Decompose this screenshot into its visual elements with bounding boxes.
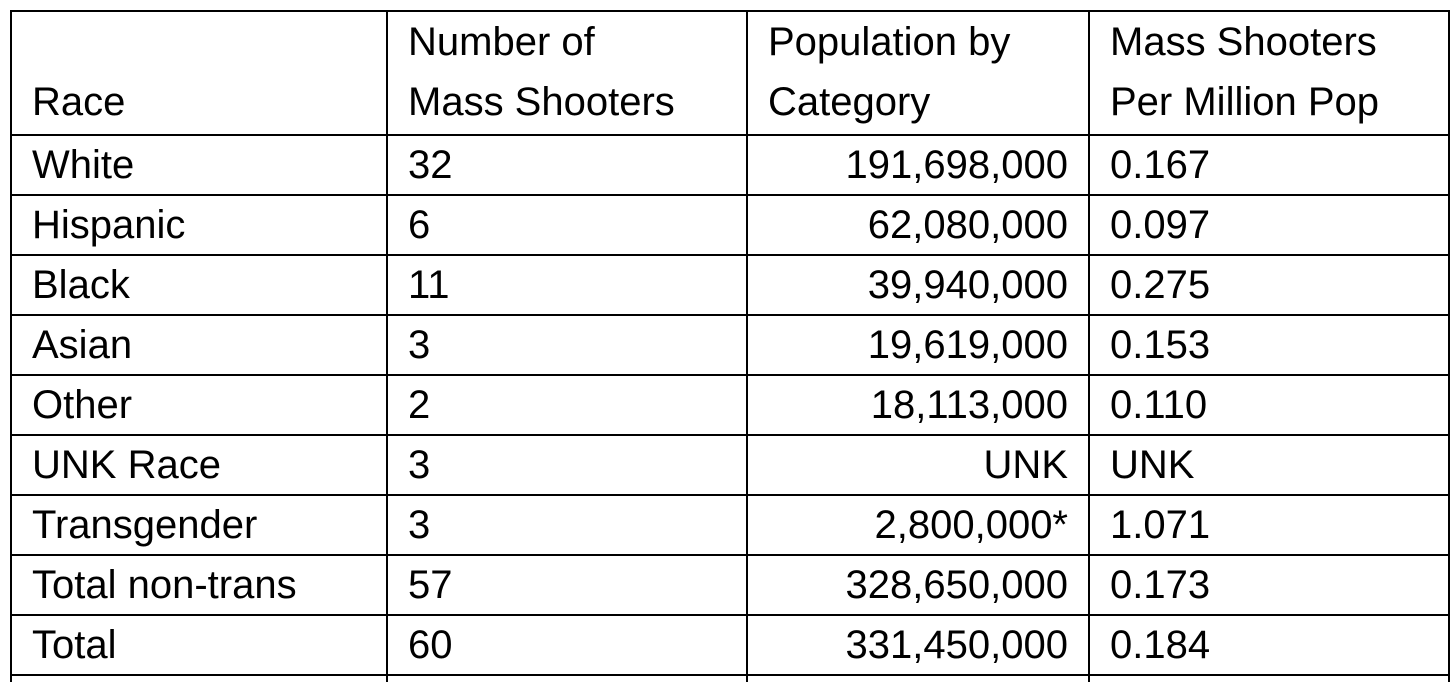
table-row xyxy=(11,435,1449,495)
header-per-million-line2: Per Million Pop xyxy=(1110,80,1380,124)
header-race-line2: Race xyxy=(32,80,126,124)
table-row xyxy=(11,315,1449,375)
per-million-cell: 0.167 xyxy=(1089,135,1449,195)
table-row xyxy=(11,255,1449,315)
shooters-cell: 3 xyxy=(387,435,747,495)
table-row xyxy=(11,135,1449,195)
table-row-partial xyxy=(11,675,1449,682)
header-row xyxy=(11,11,1449,135)
shooters-cell: 11 xyxy=(387,255,747,315)
population-cell: 331,450,000 xyxy=(747,615,1089,675)
shooters-cell: 3 xyxy=(387,315,747,375)
per-million-cell: 0.275 xyxy=(1089,255,1449,315)
header-shooters xyxy=(387,11,747,135)
header-shooters-line2: Mass Shooters xyxy=(408,80,675,124)
table-row xyxy=(11,555,1449,615)
race-cell: Asian xyxy=(11,315,387,375)
race-cell: Hispanic xyxy=(11,195,387,255)
race-cell: UNK Race xyxy=(11,435,387,495)
shooters-cell: 2 xyxy=(387,375,747,435)
population-cell: 328,650,000 xyxy=(747,555,1089,615)
header-shooters-line1: Number of xyxy=(408,20,595,64)
table-row xyxy=(11,375,1449,435)
race-cell: White xyxy=(11,135,387,195)
empty-cell xyxy=(1089,675,1449,682)
population-cell: 2,800,000* xyxy=(747,495,1089,555)
population-cell: 62,080,000 xyxy=(747,195,1089,255)
population-cell: 18,113,000 xyxy=(747,375,1089,435)
per-million-cell: UNK xyxy=(1089,435,1449,495)
race-cell: Total xyxy=(11,615,387,675)
empty-cell xyxy=(11,675,387,682)
per-million-cell: 0.173 xyxy=(1089,555,1449,615)
shooters-cell: 57 xyxy=(387,555,747,615)
shooters-cell: 3 xyxy=(387,495,747,555)
shooters-cell: 6 xyxy=(387,195,747,255)
header-per-million xyxy=(1089,11,1449,135)
data-table xyxy=(10,10,1450,682)
per-million-cell: 0.110 xyxy=(1089,375,1449,435)
population-cell: UNK xyxy=(747,435,1089,495)
table-row xyxy=(11,195,1449,255)
race-cell: Total non-trans xyxy=(11,555,387,615)
table-row xyxy=(11,495,1449,555)
race-cell: Black xyxy=(11,255,387,315)
race-cell: Transgender xyxy=(11,495,387,555)
shooters-cell: 32 xyxy=(387,135,747,195)
empty-cell xyxy=(747,675,1089,682)
per-million-cell: 0.184 xyxy=(1089,615,1449,675)
empty-cell xyxy=(387,675,747,682)
race-cell: Other xyxy=(11,375,387,435)
header-per-million-line1: Mass Shooters xyxy=(1110,20,1377,64)
table-row xyxy=(11,615,1449,675)
shooters-cell: 60 xyxy=(387,615,747,675)
per-million-cell: 1.071 xyxy=(1089,495,1449,555)
header-population-line1: Population by xyxy=(768,20,1011,64)
header-population-line2: Category xyxy=(768,80,931,124)
per-million-cell: 0.153 xyxy=(1089,315,1449,375)
population-cell: 19,619,000 xyxy=(747,315,1089,375)
header-population xyxy=(747,11,1089,135)
population-cell: 39,940,000 xyxy=(747,255,1089,315)
per-million-cell: 0.097 xyxy=(1089,195,1449,255)
population-cell: 191,698,000 xyxy=(747,135,1089,195)
header-race xyxy=(11,11,387,135)
